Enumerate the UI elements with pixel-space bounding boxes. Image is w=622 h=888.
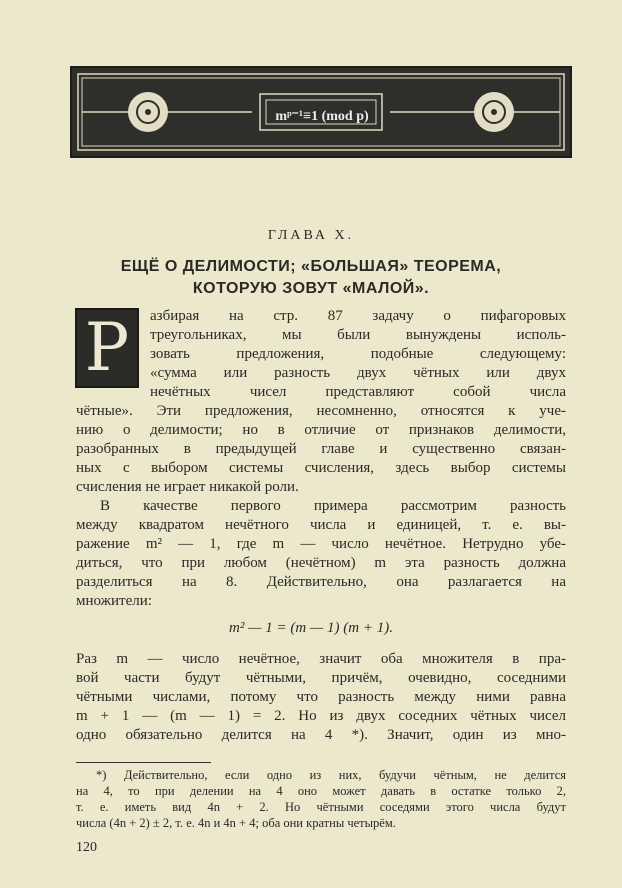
body-line: диться, что при любом (нечётном) m эта разность должна [76, 555, 566, 571]
body-line: чётные». Эти предложения, несомненно, относятся к уче- [76, 403, 566, 419]
body-line: азбирая на стр. 87 задачу о пифагоровых [150, 308, 566, 324]
header-ornament [70, 66, 572, 158]
chapter-label: ГЛАВА X. [267, 228, 355, 243]
drop-cap: Р [75, 308, 139, 388]
body-line: треугольниках, мы были вынуждены исполь- [150, 327, 566, 343]
ornament-plate-text: mᵖ⁻¹≡1 (mod p) [275, 109, 369, 124]
body-line: вой части будут чётными, причём, очевидно, соседними [76, 670, 566, 686]
body-line: чётными числами, потому что разность между ними равна [76, 689, 566, 705]
body-line: нечётных чисел представляют собой числа [150, 384, 566, 400]
body-line: одно обязательно делится на 4 *). Значит, один из мно- [76, 727, 566, 743]
body-line: Раз m — число нечётное, значит оба множителя в пра- [76, 651, 566, 667]
body-line: В качестве первого примера рассмотрим разность [100, 498, 566, 514]
chapter-title-line-2: КОТОРУЮ ЗОВУТ «МАЛОЙ». [192, 280, 430, 297]
body-line: множители: [76, 593, 152, 609]
page-number: 120 [76, 840, 97, 855]
footnote-line: на 4, то при делении на 4 оно может давать в остатке только 2, [76, 784, 566, 798]
body-line: m + 1 — (m — 1) = 2. Но из двух соседних чётных чисел [76, 708, 566, 724]
body-line: ных с выбором системы счисления, здесь выбор системы [76, 460, 566, 476]
chapter-title-line-1: ЕЩЁ О ДЕЛИМОСТИ; «БОЛЬШАЯ» ТЕОРЕМА, [120, 258, 502, 275]
body-line: между квадратом нечётного числа и единицей, т. е. вы- [76, 517, 566, 533]
body-line: зовать предложения, подобные следующему: [150, 346, 566, 362]
footnote-line: числа (4n + 2) ± 2, т. е. 4n и 4n + 4; оба они кратны четырём. [76, 816, 396, 830]
footnote-line: т. е. иметь вид 4n + 2. Но чётными соседями этого числа будут [76, 800, 566, 814]
body-line: ражение m² — 1, где m — число нечётное. Нетрудно убе- [76, 536, 566, 552]
formula: m² — 1 = (m — 1) (m + 1). [229, 620, 393, 636]
body-line: «сумма или разность двух чётных или двух [150, 365, 566, 381]
body-line: разделиться на 8. Действительно, она разлагается на [76, 574, 566, 590]
body-line: нию о делимости; но в отличие от признаков делимости, [76, 422, 566, 438]
footnote-divider [76, 762, 211, 763]
footnote-line: *) Действительно, если одно из них, будучи чётным, не делится [96, 768, 566, 782]
body-line: счисления не играет никакой роли. [76, 479, 299, 495]
body-line: разобранных в предыдущей главе и существенно связан- [76, 441, 566, 457]
